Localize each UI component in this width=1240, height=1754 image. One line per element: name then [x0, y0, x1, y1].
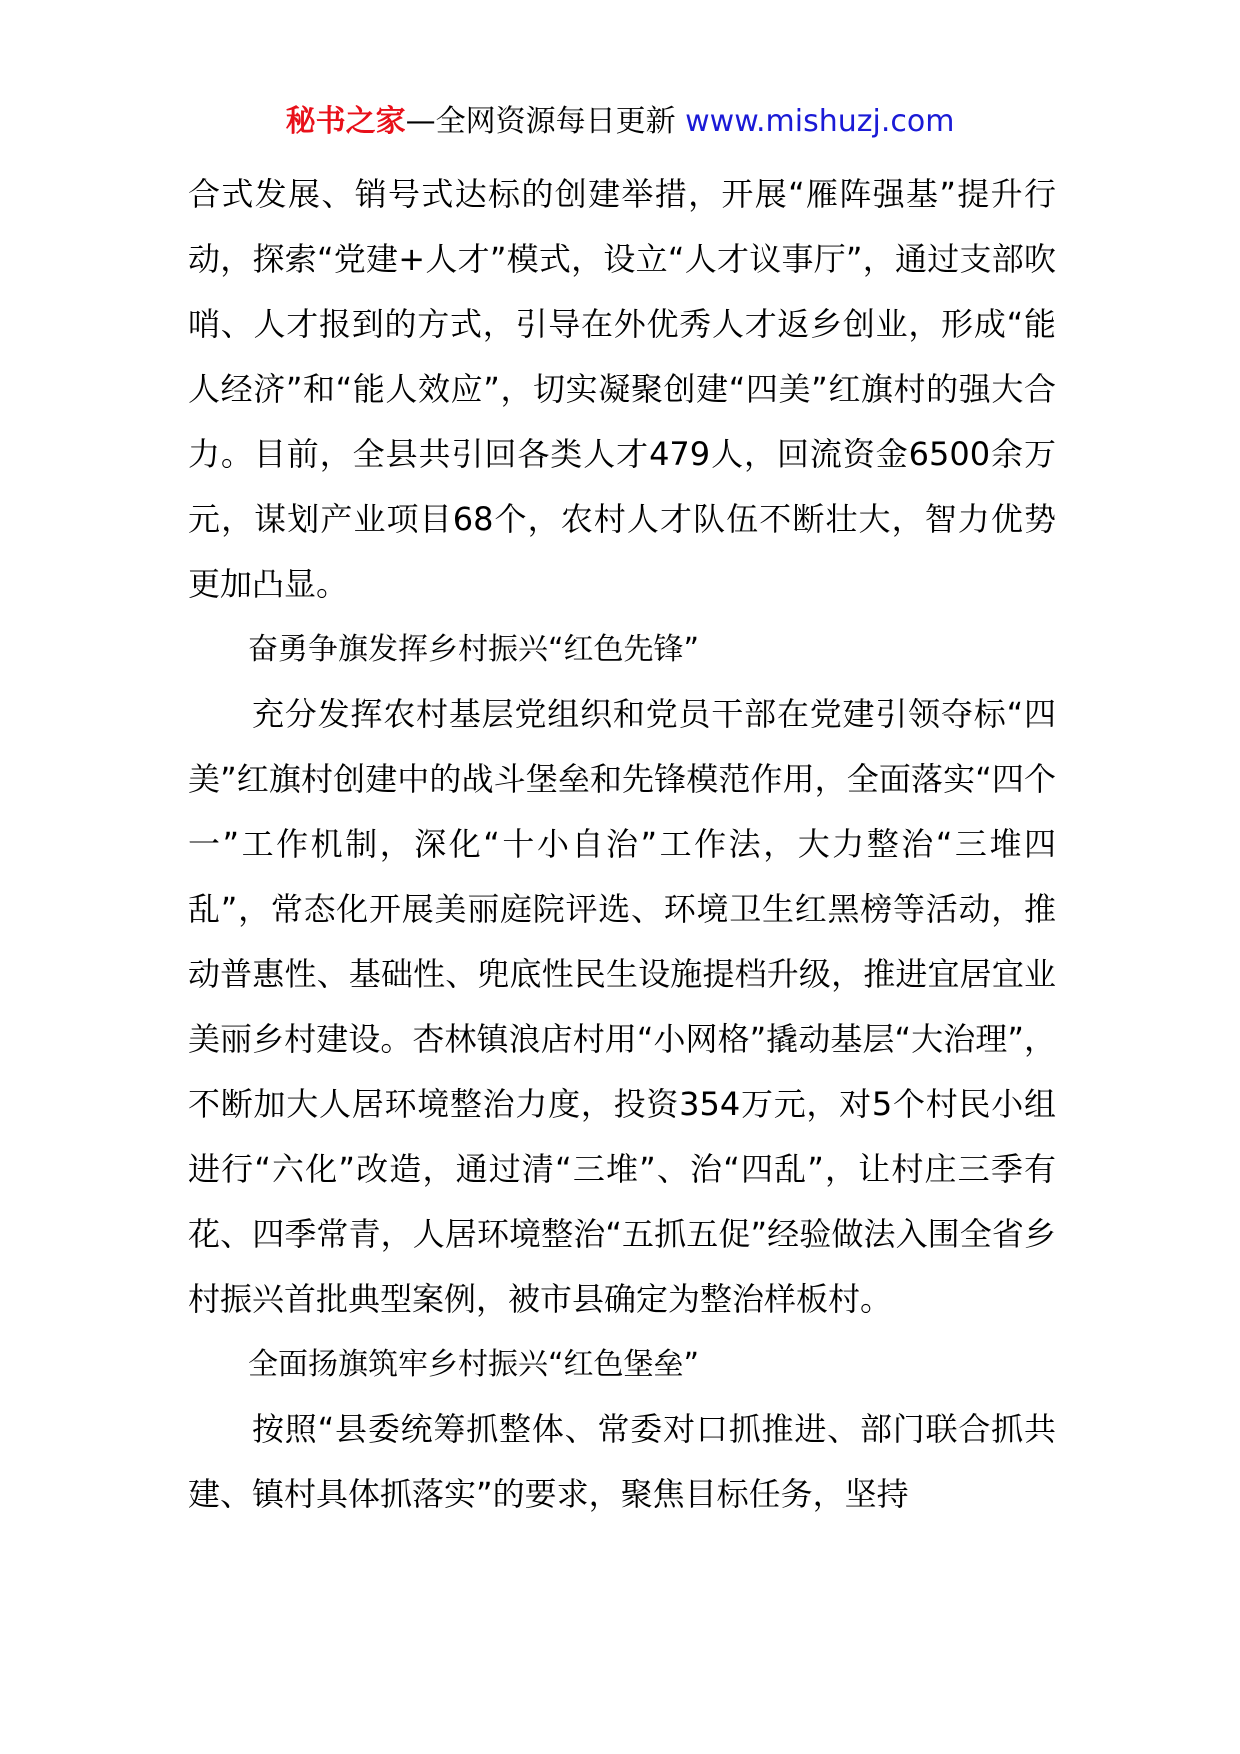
paragraph-fortress: 按照“县委统筹抓整体、常委对口抓推进、部门联合抓共建、镇村具体抓落实”的要求，聚焦目标任务，坚持 — [188, 1410, 1056, 1513]
header-tagline: —全网资源每日更新 — [405, 104, 686, 139]
site-header — [0, 100, 1240, 144]
paragraph-vanguard: 充分发挥农村基层党组织和党员干部在党建引领夺标“四美”红旗村创建中的战斗堡垒和先锋模范作用，全面落实“四个一”工作机制，深化“十小自治”工作法，大力整治“三堆四乱”，常态化开展美丽庭院评选、环境卫生红黑榜等活动，推动普惠性、基础性、兜底性民生设施提档升级，推进宜居宜业美丽乡村建设。杏林镇浪店村用“小网格”撬动基层“大治理”，不断加大人居环境整治力度，投资354万元，对5个村民小组进行“六化”改造，通过清“三堆”、治“四乱”，让村庄三季有花、四季常青，人居环境整治“五抓五促”经验做法入围全省乡村振兴首批典型案例，被市县确定为整治样板村。 — [188, 695, 1056, 1318]
brand-name: 秘书之家 — [285, 104, 406, 139]
document-body — [188, 162, 1056, 1527]
section-heading-fortress: 全面扬旗筑牢乡村振兴“红色堡垒” — [248, 1347, 700, 1382]
site-url-link[interactable]: www.mishuzj.com — [685, 104, 955, 139]
paragraph-talent: 合式发展、销号式达标的创建举措，开展“雁阵强基”提升行动，探索“党建+人才”模式，设立“人才议事厅”，通过支部吹哨、人才报到的方式，引导在外优秀人才返乡创业，形成“能人经济”和“能人效应”，切实凝聚创建“四美”红旗村的强大合力。目前，全县共引回各类人才479人，回流资金6500余万元，谋划产业项目68个，农村人才队伍不断壮大，智力优势更加凸显。 — [188, 175, 1056, 603]
section-heading-vanguard: 奋勇争旗发挥乡村振兴“红色先锋” — [248, 632, 700, 667]
